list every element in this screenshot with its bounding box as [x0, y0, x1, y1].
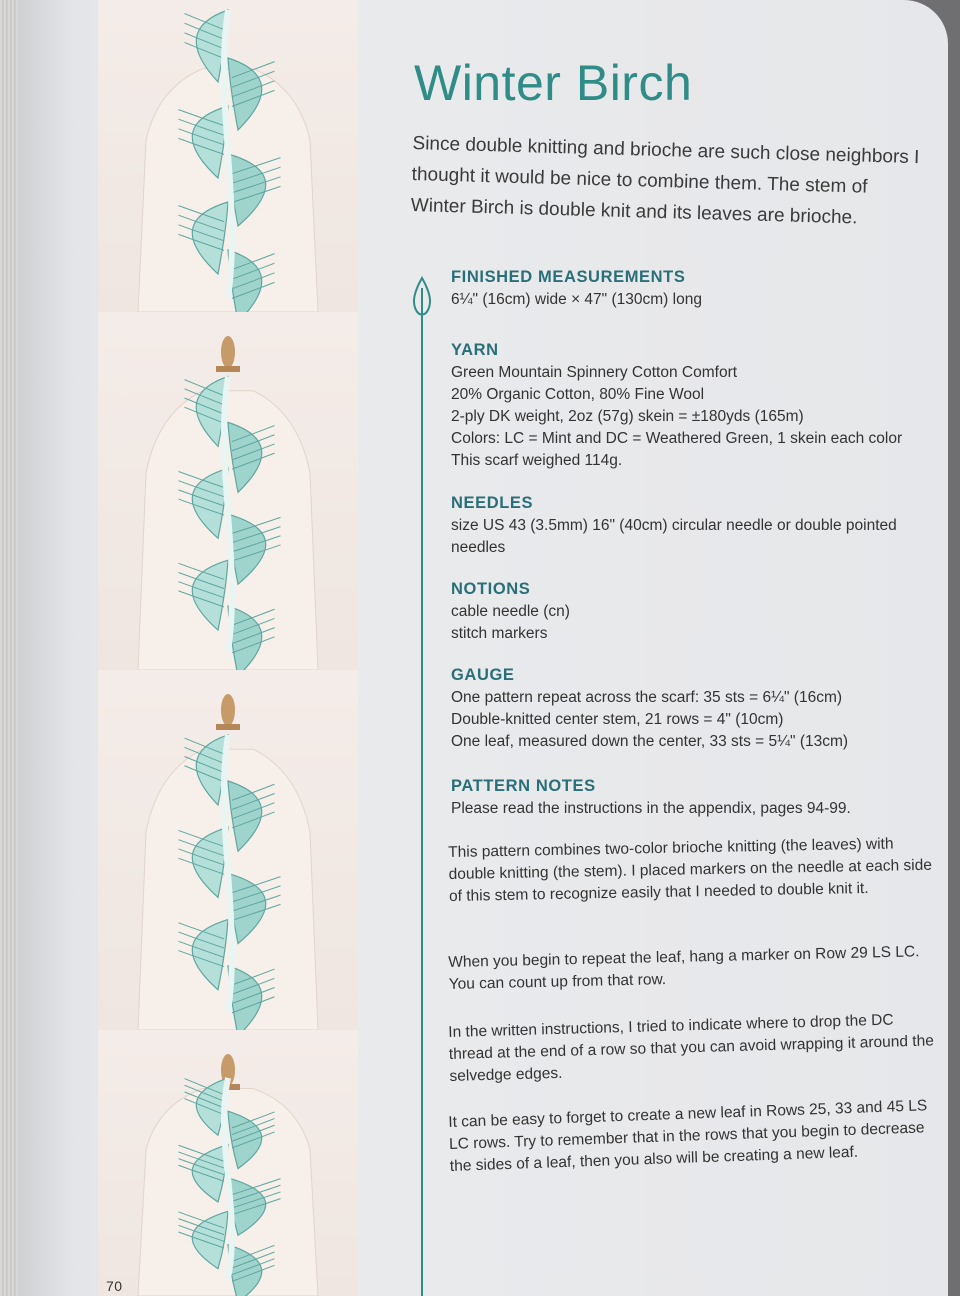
section-heading: FINISHED MEASUREMENTS	[451, 268, 686, 286]
spec-line: Green Mountain Spinnery Cotton Comfort	[451, 364, 738, 381]
spec-line: One pattern repeat across the scarf: 35 sts = 6¼" (16cm)	[451, 689, 843, 706]
note-paragraph-1	[448, 835, 938, 908]
section-yarn	[451, 341, 936, 472]
spec-line: size US 43 (3.5mm) 16" (40cm) circular needle or double pointed	[451, 517, 897, 534]
pattern-content	[18, 0, 948, 1296]
spec-line: Double-knitted center stem, 21 rows = 4" (10cm)	[451, 711, 784, 728]
section-heading: YARN	[451, 341, 499, 359]
note-text: It can be easy to forget to create a new leaf in Rows 25, 33 and 45 LS LC rows. Try to remember that in the rows that you begin to decrease the sides of a leaf, then you also will be creating a new leaf.	[448, 1097, 928, 1175]
spec-line: cable needle (cn)	[451, 603, 570, 620]
section-gauge	[451, 666, 936, 753]
spec-line: One leaf, measured down the center, 33 sts = 5¼" (13cm)	[451, 733, 849, 750]
note-paragraph-4	[448, 1097, 938, 1178]
page-title: Winter Birch	[414, 55, 693, 111]
spec-line: 2-ply DK weight, 2oz (57g) skein = ±180yds (165m)	[451, 408, 804, 425]
note-paragraph-3	[448, 1011, 938, 1088]
note-text: This pattern combines two-color brioche knitting (the leaves) with double knitting (the stem). I placed markers on the needle at each side of this stem to recognize easily that I needed to double knit it.	[448, 835, 933, 905]
note-paragraph-2	[448, 943, 938, 996]
note-text: When you begin to repeat the leaf, hang a marker on Row 29 LS LC. You can count up from that row.	[448, 943, 920, 993]
spec-line: This scarf weighed 114g.	[451, 452, 623, 469]
section-needles	[451, 494, 936, 559]
spec-line: 6¼" (16cm) wide × 47" (130cm) long	[451, 291, 702, 308]
section-heading: GAUGE	[451, 666, 515, 684]
spec-line: Colors: LC = Mint and DC = Weathered Green, 1 skein each color	[451, 430, 903, 447]
intro-paragraph: Since double knitting and brioche are such close neighbors I thought it would be nice to combine them. The stem of Winter Birch is double knit and its leaves are brioche.	[410, 132, 920, 229]
spec-line: Please read the instructions in the appendix, pages 94-99.	[451, 800, 851, 817]
section-heading: PATTERN NOTES	[451, 777, 596, 795]
book-page	[18, 0, 948, 1296]
note-text: In the written instructions, I tried to indicate where to drop the DC thread at the end of a row so that you can avoid wrapping it around the selvedge edges.	[448, 1011, 935, 1085]
spec-line: 20% Organic Cotton, 80% Fine Wool	[451, 386, 705, 403]
section-heading: NOTIONS	[451, 580, 531, 598]
section-notions	[451, 580, 936, 645]
leaf-stem-ornament	[410, 276, 450, 1296]
section-pattern-notes	[451, 777, 936, 820]
section-finished-measurements	[451, 268, 936, 311]
spec-line: stitch markers	[451, 625, 548, 642]
page-number: 70	[106, 1278, 123, 1294]
section-heading: NEEDLES	[451, 494, 534, 512]
spec-line: needles	[451, 539, 506, 556]
